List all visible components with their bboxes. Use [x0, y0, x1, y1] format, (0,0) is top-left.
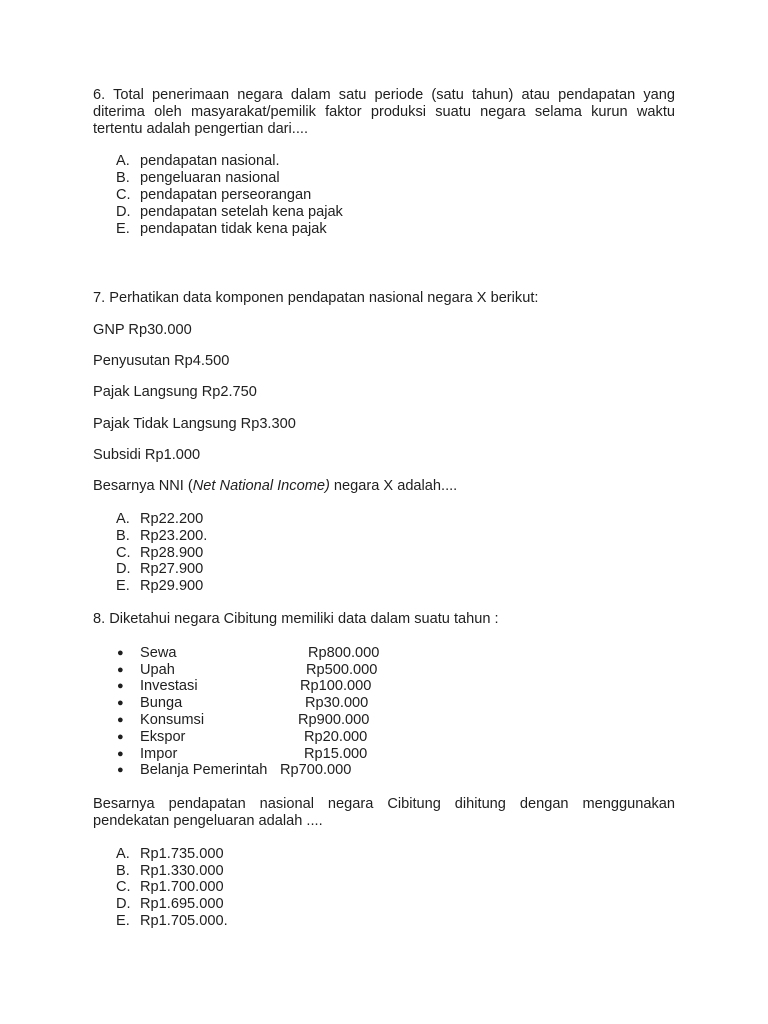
list-item: ● Bunga Rp30.000 [117, 695, 369, 712]
list-item: ● Konsumsi Rp900.000 [117, 711, 370, 728]
option-item: D. pendapatan setelah kena pajak [116, 203, 343, 220]
option-item: B. pengeluaran nasional [116, 170, 280, 187]
option-item: E. Rp1.705.000. [116, 912, 228, 929]
list-item: ● Impor Rp15.000 [117, 745, 368, 762]
question-8-data-list [93, 645, 675, 779]
bullet-icon: ● [117, 663, 124, 676]
question-6 [93, 87, 675, 237]
question-8 [93, 611, 675, 930]
question-8-intro: 8. Diketahui negara Cibitung memiliki data dalam suatu tahun : [93, 610, 499, 627]
list-item: ● Sewa Rp800.000 [117, 644, 380, 661]
option-item: A. pendapatan nasional. [116, 153, 280, 170]
data-line: Subsidi Rp1.000 [93, 446, 201, 463]
option-item: D. Rp27.900 [116, 561, 204, 578]
data-line: GNP Rp30.000 [93, 321, 192, 338]
list-item: ● Investasi Rp100.000 [117, 678, 372, 695]
question-8-question: Besarnya pendapatan nasional negara Cibitung dihitung dengan menggunakan pendekatan pengeluaran adalah .... [93, 796, 675, 829]
bullet-icon: ● [117, 730, 124, 743]
data-line: Pajak Tidak Langsung Rp3.300 [93, 415, 296, 432]
list-item: ● Belanja Pemerintah Rp700.000 [117, 762, 352, 779]
bullet-icon: ● [117, 680, 124, 693]
option-item: E. Rp29.900 [116, 578, 204, 595]
bullet-icon: ● [117, 646, 124, 659]
option-item: C. Rp28.900 [116, 544, 204, 561]
question-7 [93, 290, 675, 595]
question-7-options [93, 511, 675, 595]
data-line: Pajak Langsung Rp2.750 [93, 384, 257, 401]
option-item: C. pendapatan perseorangan [116, 186, 312, 203]
question-6-options [93, 153, 675, 237]
data-line: Penyusutan Rp4.500 [93, 352, 230, 369]
option-item: D. Rp1.695.000 [116, 896, 224, 913]
list-item: ● Ekspor Rp20.000 [117, 728, 368, 745]
question-8-options [93, 846, 675, 930]
option-item: B. Rp23.200. [116, 527, 208, 544]
option-item: E. pendapatan tidak kena pajak [116, 220, 327, 237]
bullet-icon: ● [117, 713, 124, 726]
bullet-icon: ● [117, 764, 124, 777]
question-7-question: Besarnya NNI (Net National Income) negara X adalah.... [93, 478, 458, 495]
document-page [93, 87, 675, 930]
bullet-icon: ● [117, 747, 124, 760]
option-item: A. Rp22.200 [116, 510, 204, 527]
question-6-text: 6. Total penerimaan negara dalam satu periode (satu tahun) atau pendapatan yang diterima oleh masyarakat/pemilik faktor produksi suatu negara selama kurun waktu tertentu adalah pengertian dari.... [93, 87, 675, 137]
question-7-intro: 7. Perhatikan data komponen pendapatan nasional negara X berikut: [93, 290, 539, 307]
bullet-icon: ● [117, 697, 124, 710]
option-item: A. Rp1.735.000 [116, 845, 224, 862]
option-item: C. Rp1.700.000 [116, 879, 224, 896]
option-item: B. Rp1.330.000 [116, 862, 224, 879]
list-item: ● Upah Rp500.000 [117, 661, 378, 678]
